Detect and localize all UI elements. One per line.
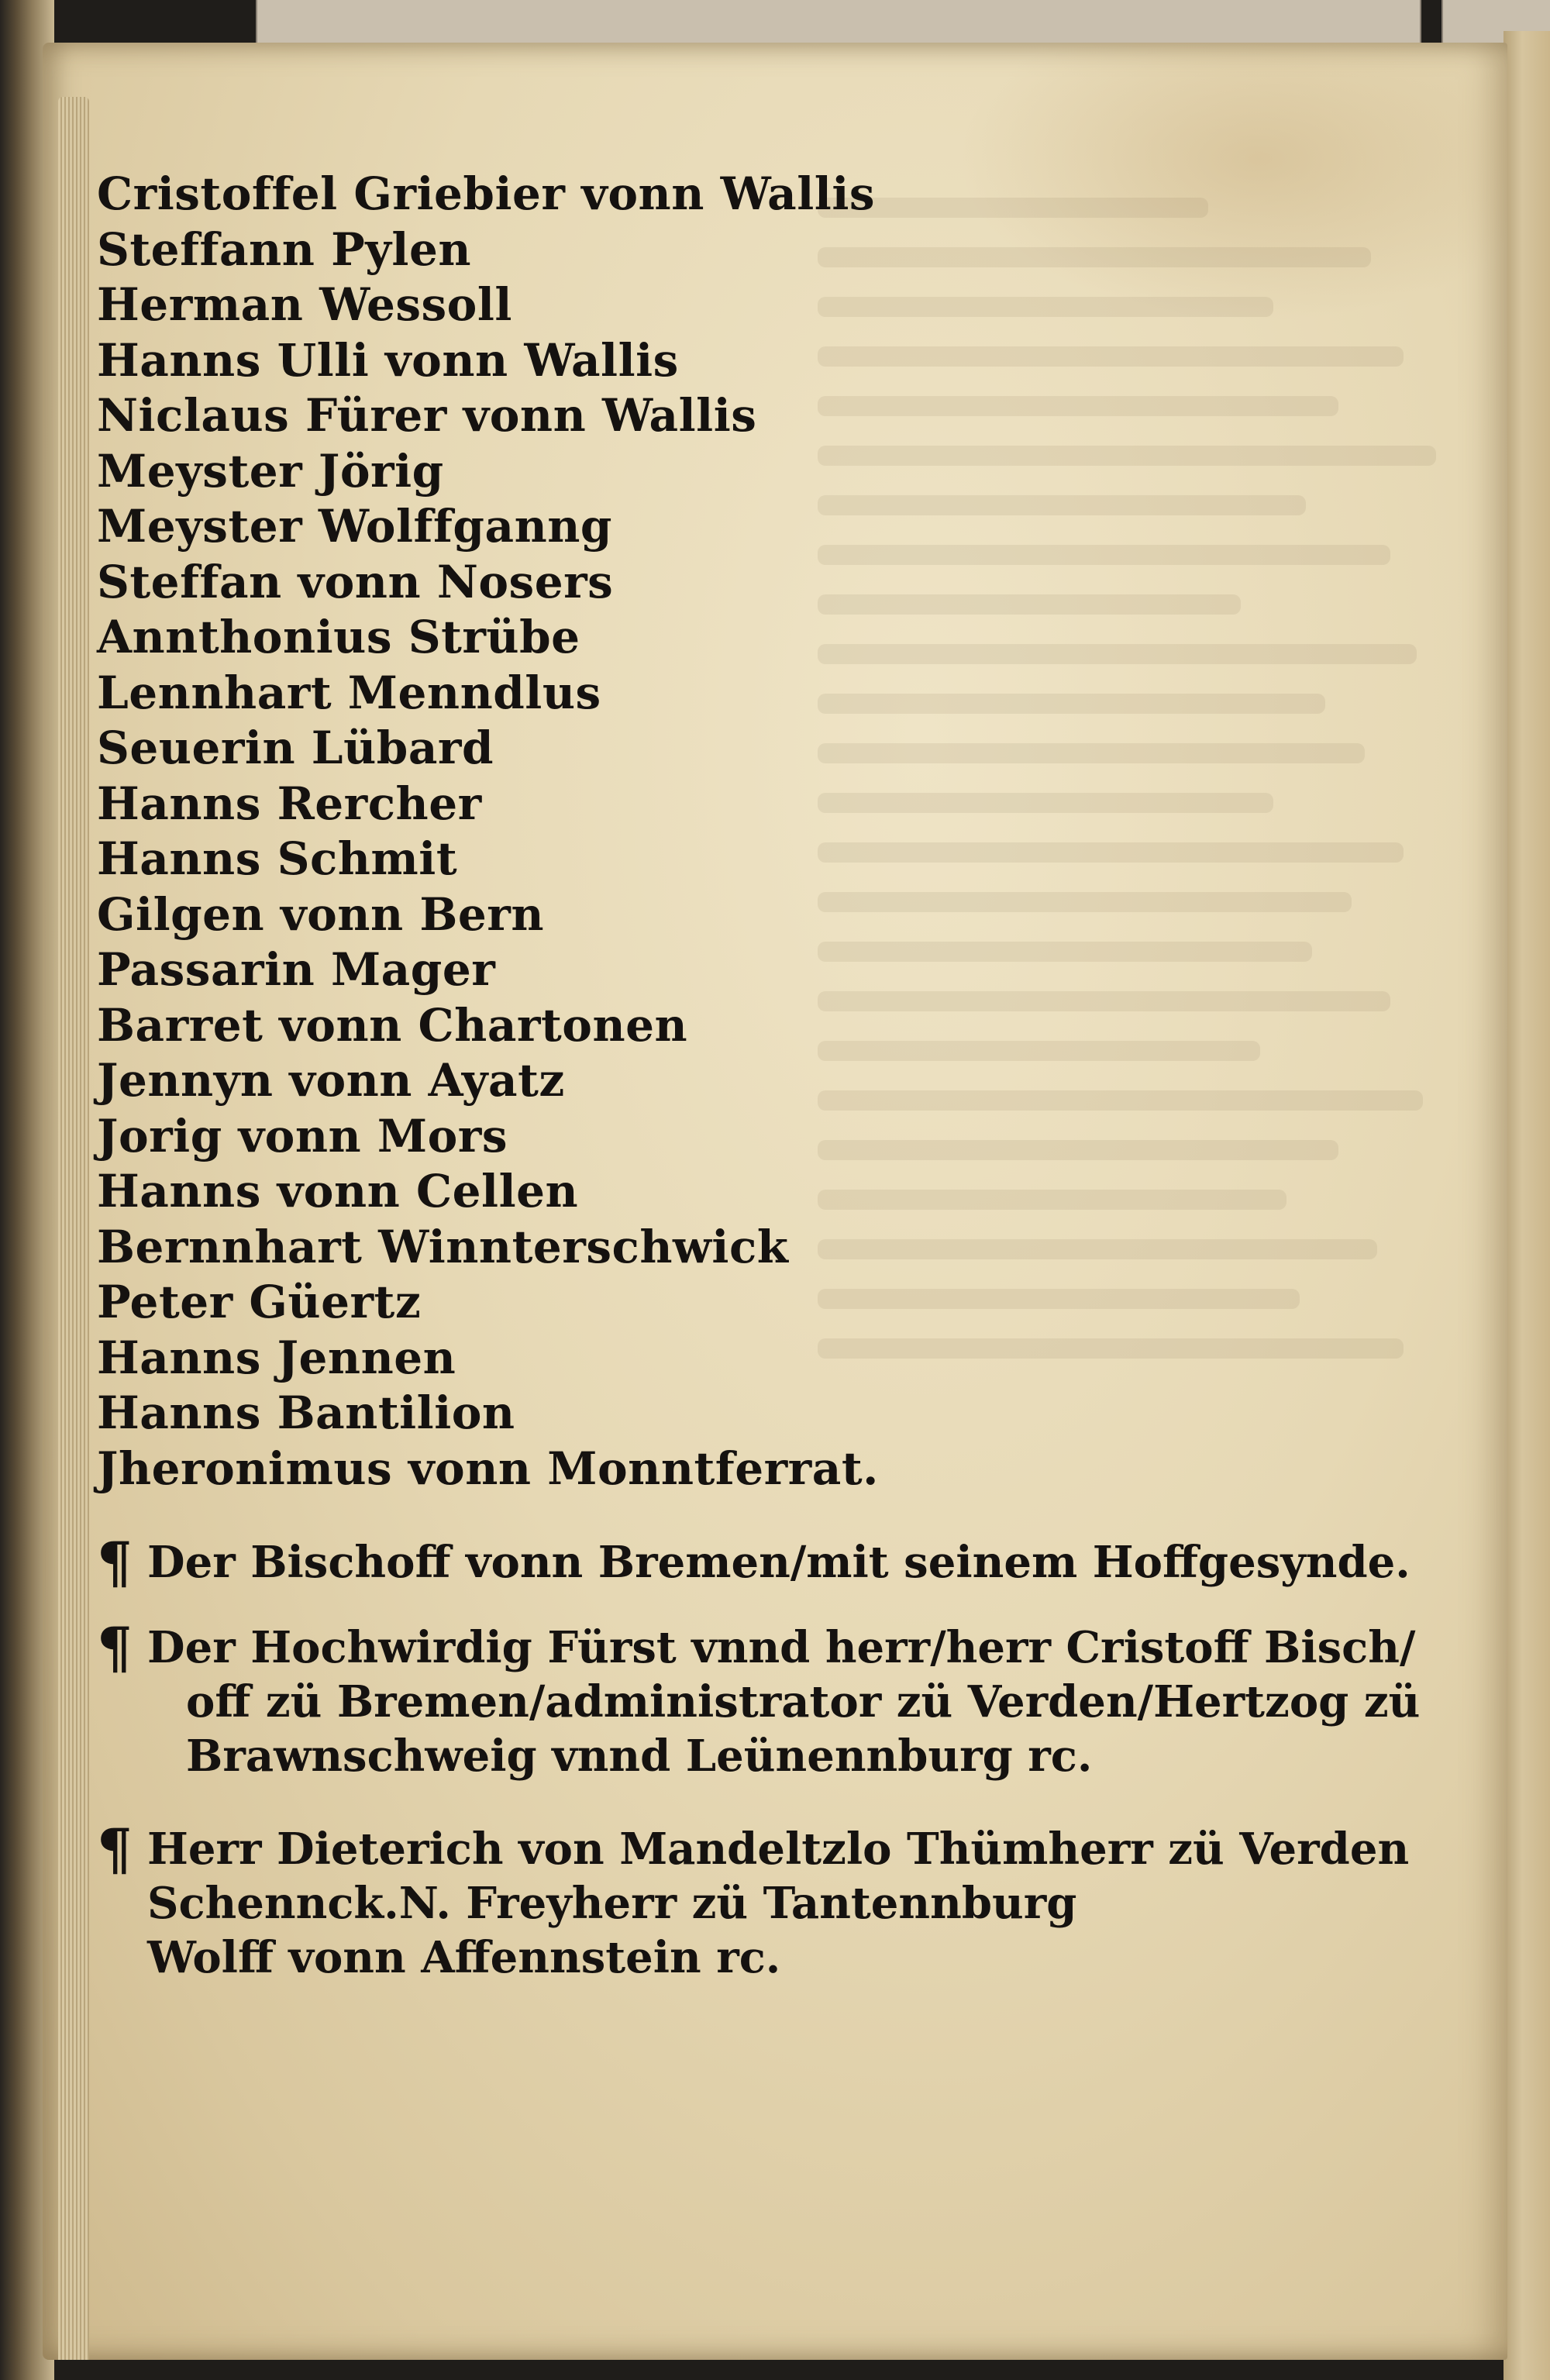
name-list <box>97 167 1492 1497</box>
name-entry: Steffan vonn Nosers <box>97 555 614 608</box>
name-entry: Bernnhart Winnterschwick <box>97 1220 789 1273</box>
stacked-page-edges <box>58 97 89 2360</box>
name-entry: Hanns Ulli vonn Wallis <box>97 333 679 387</box>
facing-page-edge <box>1504 31 1550 2380</box>
name-entry: Gilgen vonn Bern <box>97 887 544 941</box>
name-entry: Lennhart Menndlus <box>97 666 601 719</box>
bishop-titles-paragraph <box>97 1614 1492 1783</box>
bishop-heading <box>97 1529 1492 1595</box>
pilcrow-mark: ¶ <box>97 1816 133 1882</box>
name-entry: Hanns vonn Cellen <box>97 1165 579 1218</box>
paragraph-line: Herr Dieterich von Mandeltzlo Thümherr zü Verden <box>147 1824 1410 1875</box>
paragraph-line: off zü Bremen/administrator zü Verden/Hertzog zü <box>186 1676 1421 1727</box>
pilcrow-mark: ¶ <box>97 1614 133 1680</box>
name-entry: Passarin Mager <box>97 943 496 996</box>
paragraph-line: Wolff vonn Affennstein rc. <box>147 1932 781 1983</box>
pilcrow-mark: ¶ <box>97 1529 133 1595</box>
name-entry: Niclaus Fürer vonn Wallis <box>97 389 757 442</box>
name-entry: Hanns Rercher <box>97 777 482 830</box>
name-entry: Hanns Jennen <box>97 1331 456 1384</box>
name-entry: Seuerin Lübard <box>97 722 494 774</box>
name-entry: Peter Güertz <box>97 1276 422 1328</box>
bishop-heading-text: Der Bischoff vonn Bremen/mit seinem Hoffgesynde. <box>147 1537 1410 1588</box>
page-text <box>97 167 1492 1985</box>
paragraph-line: Brawnschweig vnnd Leünennburg rc. <box>186 1731 1093 1782</box>
retinue-paragraph <box>97 1816 1492 1985</box>
name-entry: Herman Wessoll <box>97 278 512 331</box>
name-entry: Barret vonn Chartonen <box>97 998 688 1052</box>
paragraph-line: Der Hochwirdig Fürst vnnd herr/herr Cristoff Bisch/ <box>147 1622 1416 1673</box>
name-entry: Annthonius Strübe <box>97 611 580 663</box>
name-entry: Jennyn vonn Ayatz <box>97 1054 565 1107</box>
name-entry: Hanns Schmit <box>97 832 458 885</box>
name-entry: Jorig vonn Mors <box>97 1109 508 1162</box>
name-entry: Meyster Wolffganng <box>97 500 612 553</box>
name-entry: Cristoffel Griebier vonn Wallis <box>97 167 876 220</box>
book-page <box>43 43 1507 2360</box>
name-entry: Hanns Bantilion <box>97 1386 515 1439</box>
top-page-edge <box>256 0 1421 44</box>
paragraph-line: Schennck.N. Freyherr zü Tantennburg <box>147 1878 1077 1929</box>
name-entry: Steffann Pylen <box>97 222 472 276</box>
name-entry: Jheronimus vonn Monntferrat. <box>97 1441 879 1495</box>
name-entry: Meyster Jörig <box>97 444 444 498</box>
